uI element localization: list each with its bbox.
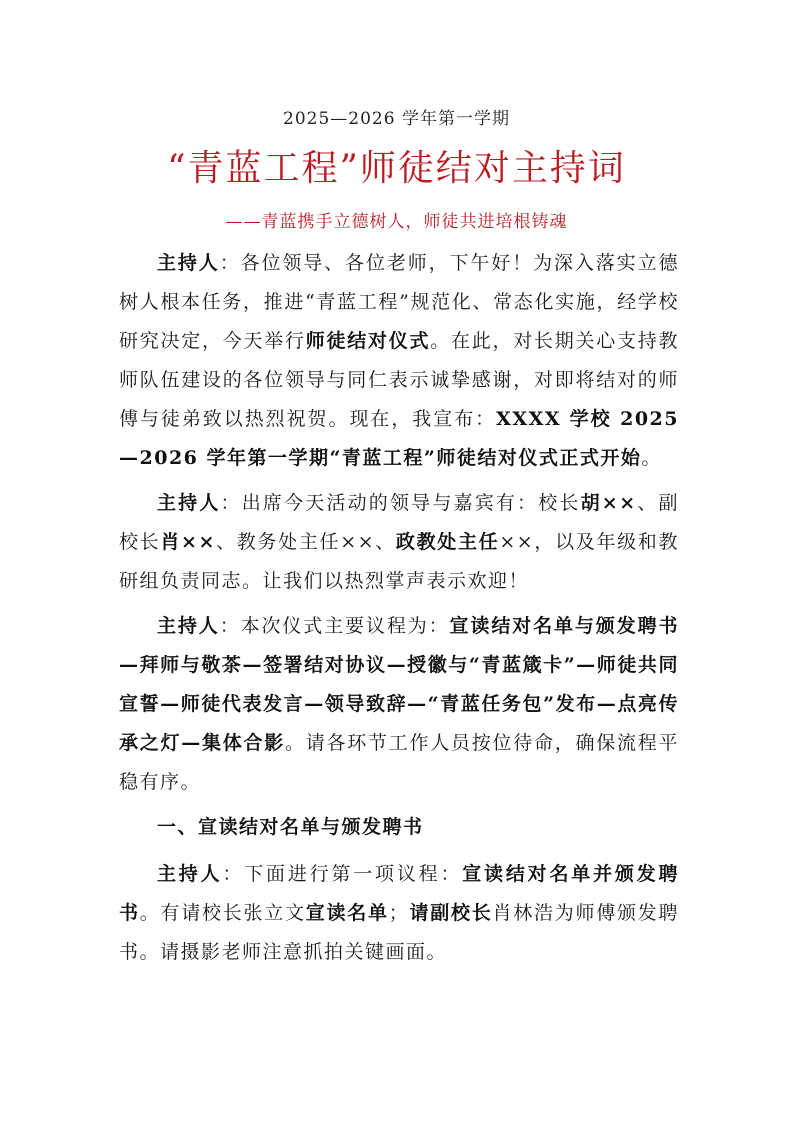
speaker-label: 主持人: [157, 863, 223, 885]
speaker-label: 主持人: [157, 615, 220, 637]
document-title: “青蓝工程”师徒结对主持词: [167, 148, 626, 189]
document-subtitle: ——青蓝携手立德树人，师徒共进培根铸魂: [225, 212, 568, 232]
section-heading: 一、宣读结对名单与颁发聘书: [157, 816, 424, 838]
paragraph-guests: 主持人：出席今天活动的领导与嘉宾有：校长胡××、副校长肖××、教务处主任××、政教处主任××，以及年级和教研组负责同志。让我们以热烈掌声表示欢迎！: [119, 492, 679, 592]
document-body: [119, 244, 679, 978]
paragraph-section-one: 主持人：下面进行第一项议程：宣读结对名单并颁发聘书。有请校长张立文宣读名单；请副校长肖林浩为师傅颁发聘书。请摄影老师注意抓拍关键画面。: [119, 863, 679, 963]
speaker-label: 主持人: [157, 492, 221, 514]
term-line: 2025—2026 学年第一学期: [283, 109, 510, 129]
paragraph-agenda: 主持人：本次仪式主要议程为：宣读结对名单与颁发聘书—拜师与敬茶—签署结对协议—授徽与“青蓝箴卡”—师徒共同宣誓—师徒代表发言—领导致辞—“青蓝任务包”发布—点亮传承之灯—集体合影。请各环节工作人员按位待命，确保流程平稳有序。: [119, 615, 679, 793]
paragraph-opening: 主持人：各位领导、各位老师，下午好！为深入落实立德树人根本任务，推进“青蓝工程”规范化、常态化实施，经学校研究决定，今天举行师徒结对仪式。在此，对长期关心支持教师队伍建设的各位领导与同仁表示诚挚感谢，对即将结对的师傅与徒弟致以热烈祝贺。现在，我宣布：XXXX 学校 2025—2026 学年第一学期“青蓝工程”师徒结对仪式正式开始。: [119, 252, 679, 469]
speaker-label: 主持人: [157, 252, 220, 274]
